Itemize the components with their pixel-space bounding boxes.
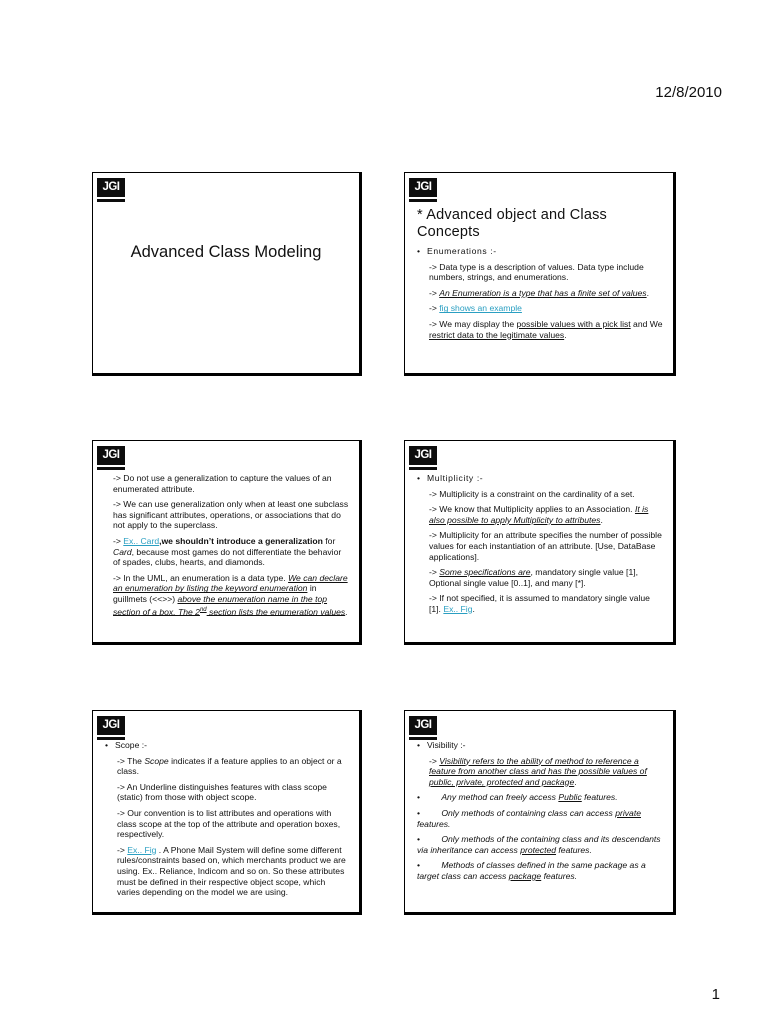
logo-bar <box>409 199 437 202</box>
paragraph <box>417 303 663 314</box>
example-link[interactable]: fig shows an example <box>439 303 522 314</box>
jgi-logo <box>409 178 437 202</box>
logo-text: JGI <box>97 446 125 465</box>
text-run: for <box>322 535 336 546</box>
jgi-logo <box>97 716 125 740</box>
underlined-text: possible values with a pick list <box>516 318 631 329</box>
text-run: -> <box>113 535 124 546</box>
logo-text: JGI <box>409 716 437 735</box>
example-link[interactable]: Ex.. Card <box>123 535 160 546</box>
paragraph: -> Multiplicity for an attribute specifies the number of possible values for each instantiation of an attribute. [Use, DataBase applications]. <box>429 530 662 562</box>
text-run: -> We know that Multiplicity applies to an Association. <box>429 504 635 515</box>
paragraph: -> Our convention is to list attributes and operations with class scope at the top of the attribute and operation boxes, respectively. <box>117 807 341 840</box>
underlined-text: We can declare an enumeration by listing the keyword enumeration <box>113 572 348 594</box>
text-run: features. <box>541 870 578 881</box>
jgi-logo <box>409 716 437 740</box>
jgi-logo <box>97 446 125 470</box>
text-run: -> <box>429 755 440 766</box>
underlined-text: above the enumeration name in the top section of a box. The 2 <box>113 593 328 617</box>
text-run: -> If not specified, it is assumed to mandatory single value [1]. <box>429 593 650 614</box>
underlined-text: package <box>508 870 542 881</box>
bullet-item: • Methods of classes defined in the same package as a target class can access package features. <box>417 860 646 881</box>
italic-text: Card <box>113 546 132 557</box>
bold-text: ,we shouldn’t introduce a generalization <box>159 535 323 546</box>
text-run: -> <box>429 287 440 298</box>
paragraph <box>417 567 663 588</box>
paragraph: -> Do not use a generalization to capture the values of an enumerated attribute. <box>113 473 332 494</box>
slide-1 <box>92 172 362 376</box>
logo-bar <box>97 467 125 470</box>
paragraph <box>417 593 663 614</box>
bullet-item: • Visibility :- <box>417 740 466 750</box>
text-run: -> <box>117 844 128 855</box>
paragraph <box>113 536 349 568</box>
bullet-item: • Multiplicity :- <box>417 473 484 483</box>
logo-bar <box>97 199 125 202</box>
text-run: . <box>574 776 577 787</box>
superscript: nd <box>199 606 207 613</box>
text-run: . <box>564 329 567 340</box>
text-run: and We <box>630 318 663 329</box>
text-run: features. <box>417 818 451 829</box>
text-run: Only methods of the containing class and its descendants via inheritance can access <box>417 834 661 855</box>
underlined-text: Public <box>558 792 582 803</box>
underlined-text: protected <box>520 844 557 855</box>
text-run: , mandatory single value [1], Optional single value [0..1], and many [*]. <box>429 567 638 588</box>
text-run: features. <box>581 792 618 803</box>
paragraph <box>417 319 663 340</box>
text-run: . <box>472 603 475 614</box>
text-run: . A Phone Mail System will define some different rules/constraints based on, which merchants product we are using. Ex.. Reliance, Indicom and so on. So these attributes must be defined in their respective object scope, which varies depending on the model we are using. <box>117 844 346 898</box>
underlined-text: An Enumeration is a type that has a finite set of values <box>439 287 647 298</box>
slide-3 <box>92 440 362 645</box>
slide-title: Advanced Class Modeling <box>130 243 322 261</box>
text-run: in guillmets (<<>>) <box>113 583 317 604</box>
jgi-logo <box>97 178 125 202</box>
underlined-text: It is also possible to apply Multiplicity to attributes <box>429 504 649 525</box>
slide-title: * Advanced object and Class Concepts <box>417 207 607 240</box>
text-run: -> <box>429 303 440 314</box>
bullet-item: • Only methods of the containing class and its descendants via inheritance can access protected features. <box>417 834 661 855</box>
text-run: -> <box>429 567 440 578</box>
text-run: -> In the UML, an enumeration is a data type. <box>113 572 289 583</box>
text-run: -> The <box>117 755 145 766</box>
text-run: . <box>345 606 348 617</box>
logo-text: JGI <box>97 178 125 197</box>
logo-text: JGI <box>97 716 125 735</box>
text-run: Only methods of containing class can access <box>441 807 616 818</box>
underlined-text: Some specifications are <box>439 567 531 578</box>
paragraph <box>417 756 663 788</box>
text-run: -> We may display the <box>429 318 517 329</box>
paragraph: -> Data type is a description of values. Data type include numbers, strings, and enumerations. <box>429 261 644 283</box>
underlined-text: restrict data to the legitimate values <box>429 329 565 340</box>
text-run: features. <box>556 844 592 855</box>
paragraph: -> We can use generalization only when at least one subclass has significant attributes, operations, or associations that do not apply to the superclass. <box>113 499 349 531</box>
text-run: , because most games do not differentiate the behavior of spades, clubs, hearts, and diamonds. <box>113 546 342 568</box>
paragraph <box>417 288 663 299</box>
slide-2 <box>404 172 676 376</box>
paragraph <box>105 756 349 777</box>
bullet-item: • Any method can freely access Public features. <box>417 792 618 803</box>
bullet-text: Visibility :- <box>427 740 466 750</box>
slide-4 <box>404 440 676 645</box>
paragraph <box>417 504 663 525</box>
jgi-logo <box>409 446 437 470</box>
bullet-text: Multiplicity :- <box>427 473 484 483</box>
bullet-item: • Enumerations :- <box>417 246 497 256</box>
underlined-text: section lists the enumeration values <box>206 606 346 617</box>
paragraph: -> Multiplicity is a constraint on the cardinality of a set. <box>429 488 635 499</box>
italic-text: Scope <box>144 755 169 766</box>
logo-text: JGI <box>409 178 437 197</box>
example-link[interactable]: Ex.. Fig <box>443 603 473 614</box>
paragraph <box>113 573 349 617</box>
text-run: . <box>600 514 603 525</box>
paragraph <box>105 845 349 898</box>
bullet-text: Scope :- <box>115 740 148 750</box>
text-run: Methods of classes defined in the same package as a target class can access <box>417 860 646 881</box>
text-run: . <box>646 287 649 298</box>
logo-text: JGI <box>409 446 437 465</box>
text-run: Any method can freely access <box>441 792 559 803</box>
slide-5 <box>92 710 362 915</box>
logo-bar <box>409 467 437 470</box>
header-date: 12/8/2010 <box>655 84 722 101</box>
slide-6 <box>404 710 676 915</box>
example-link[interactable]: Ex.. Fig <box>127 844 157 855</box>
underlined-text: Visibility refers to the ability of method to reference a feature from another class and has the possible values of public, private, protected and package <box>429 755 647 787</box>
bullet-item: • Scope :- <box>105 740 148 750</box>
text-run: indicates if a feature applies to an object or a class. <box>117 755 342 777</box>
paragraph: -> An Underline distinguishes features with class scope (static) from those with object scope. <box>117 781 327 803</box>
page-number: 1 <box>711 986 720 1003</box>
bullet-text: Enumerations :- <box>427 246 497 256</box>
underlined-text: private <box>615 807 641 818</box>
bullet-item: • Only methods of containing class can access private features. <box>417 807 641 829</box>
